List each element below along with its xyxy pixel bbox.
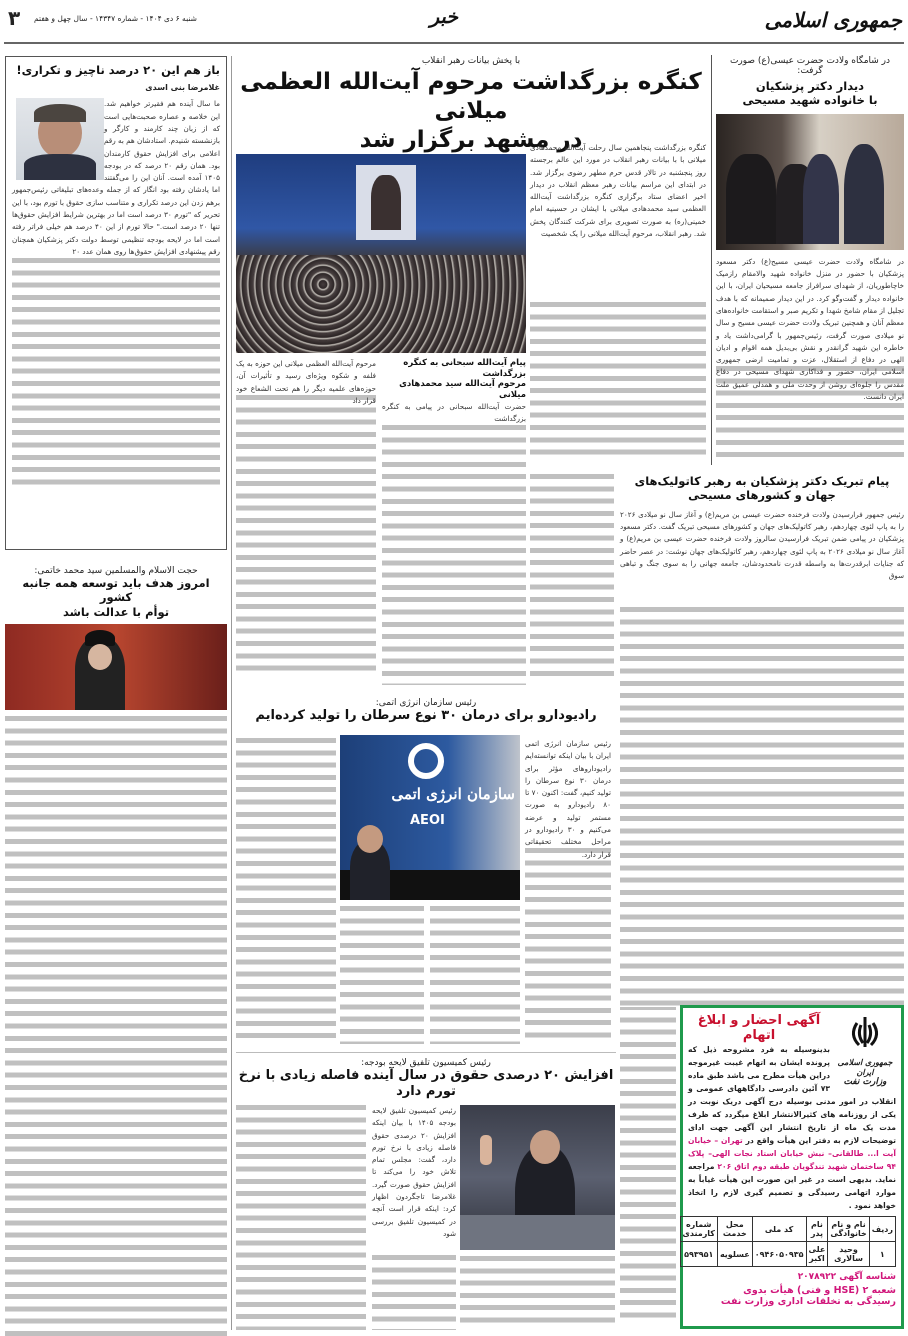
table-cell: ۱ bbox=[869, 1242, 895, 1267]
main-story-kicker: با پخش بیانات رهبر انقلاب bbox=[421, 56, 521, 66]
ministry-logo bbox=[834, 1013, 896, 1087]
ad-title: آگهی احضار و ابلاغ اتهام bbox=[697, 1013, 821, 1043]
text-filler bbox=[460, 1256, 615, 1330]
title-line: در مشهد برگزار شد bbox=[359, 126, 583, 153]
sobhani-story-col2 bbox=[236, 358, 376, 677]
text-filler bbox=[525, 848, 611, 1044]
opinion-body: ما سال آینده هم فقیرتر خواهیم شد. این خلاصه و عصاره صحبت‌هایی است که از زبان چند کارمند و کارگر و بازنشسته شنیدم. استادشان هم به رقم اعلامی برای افزایش حقوق کارمندان بود. همان رقم ۲۰ درصد که در بودجه ۱۴۰۵ آمده است. آنان این را می‌گفتند اما یادشان رفته بود انگار که از جمله وعده‌های تبلیغاتی رئیس‌جمهور برهم زدن این درصد تکراری و متناسب سازی حقوق با تورم بود، با این تحریر که "تورم ۳۰ درصد است اما در بهترین شرایط افزایش حقوق‌ها تنها ۲۰ درصد است." حالا تورم از این ۴۰ درصد هم خیلی فراتر رفته است اما در لایحه بودجه تنظیمی توسط دولت دکتر پزشکیان همچنان رقم پیشنهادی افزایش حقوق‌ها روی همان عدد ۲۰ bbox=[12, 99, 220, 256]
aeoi-photo bbox=[340, 735, 520, 900]
table-cell: علی اکبر bbox=[806, 1242, 828, 1267]
radio-kicker: رئیس سازمان انرژی اتمی: bbox=[375, 698, 477, 708]
title-line: با خانواده شهید مسیحی bbox=[742, 93, 878, 108]
ad-text: بدینوسیله به فرد مشروحه ذیل که پرونده ایشان به اتهام غیبت غیرموجه دراین هیأت مطرح می باشد طبق ماده ۷۳ آئین دادرسی دادگاههای عمومی و انقلاب در امور مدنی بوسیله درج آگهی دریک نوبت در یکی از روزنامه های کثیرالانتشار ابلاغ میگردد که ظرف مدت یک ماه از تاریخ انتشار این آگهی جهت ادای توضیحات لازم به دفتر این هیأت واقع در bbox=[688, 1045, 896, 1145]
khatami-story bbox=[5, 566, 227, 1336]
table-header-cell: شماره کارمندی bbox=[680, 1217, 717, 1242]
wage-text-col bbox=[372, 1105, 456, 1330]
congrats-story bbox=[620, 474, 904, 1007]
ad-text: مراجعه نماید. بدیهی است در غیر این صورت این هیأت غیاباً به موارد اتهامی رسیدگی و تصمیم گیری لازم را اتخاذ خواهد نمود . bbox=[688, 1162, 896, 1210]
photo-sign: سازمان انرژی اتمی bbox=[391, 785, 515, 803]
right-story bbox=[716, 56, 904, 464]
opinion-box bbox=[5, 56, 227, 550]
radio-title: رادیودارو برای درمان ۳۰ نوع سرطان را تولید کرده‌ایم bbox=[236, 708, 616, 724]
congress-photo bbox=[236, 145, 526, 353]
wage-kicker: رئیس کمیسیون تلفیق لایحه بودجه: bbox=[361, 1058, 491, 1068]
khatami-kicker: حجت الاسلام والمسلمین سید محمد خاتمی: bbox=[34, 566, 198, 576]
text-filler bbox=[620, 1005, 676, 1325]
text-filler bbox=[382, 425, 526, 685]
column-divider bbox=[231, 56, 232, 1330]
table-header-cell: نام و نام خانوادگی bbox=[828, 1217, 869, 1242]
sobhani-body: حضرت آیت‌الله سبحانی در پیامی به کنگره بزرگداشت bbox=[382, 401, 526, 423]
meeting-photo bbox=[716, 114, 904, 250]
photo-sign-en: AEOI bbox=[410, 813, 445, 828]
text-filler bbox=[236, 395, 376, 677]
divider bbox=[236, 1052, 616, 1053]
title-line: دیدار دکتر پزشکیان bbox=[755, 79, 865, 93]
table-row bbox=[680, 1242, 895, 1267]
text-filler bbox=[530, 302, 706, 462]
emblem-icon bbox=[845, 1013, 885, 1053]
opinion-title: باز هم این ۲۰ درصد ناچیز و تکراری! bbox=[12, 63, 220, 77]
main-story-header bbox=[236, 56, 706, 154]
table-cell: ۵۹۳۹۵۱ bbox=[680, 1242, 717, 1267]
table-header-cell: ردیف bbox=[869, 1217, 895, 1242]
parliament-photo bbox=[460, 1105, 615, 1250]
logo-text: وزارت نفت bbox=[843, 1077, 887, 1087]
radio-body: رئیس سازمان انرژی اتمی ایران با بیان اینکه توانسته‌ایم رادیوداروهای مؤثر برای درمان ۳۰ نوع سرطان را تولید کنیم، گفت: اکنون ۷۰ تا ۸۰ رادیودارو به صورت مستمر تولید و عرضه می‌کنیم و ۳۰ رادیودارو در مراحل مختلف تحقیقاتی قرار دارد. bbox=[525, 739, 611, 859]
logo-text: جمهوری اسلامی ایران bbox=[837, 1057, 893, 1077]
text-filler bbox=[340, 906, 424, 1044]
column-divider bbox=[711, 55, 712, 465]
right-story-title bbox=[716, 79, 904, 108]
table-cell: وحید سالاری bbox=[828, 1242, 869, 1267]
text-filler bbox=[5, 716, 227, 1336]
ad-footer-2: رسیدگی به تخلفات اداری وزارت نفت bbox=[720, 1296, 896, 1307]
ad-footer-1: شعبه ۲ (HSE و فنی) هیأت بدوی bbox=[743, 1285, 896, 1296]
page-number: ۳ bbox=[8, 6, 21, 30]
khatami-title bbox=[5, 576, 227, 619]
title-line: پیام آیت‌الله سبحانی به کنگره بزرگداشت bbox=[403, 358, 526, 379]
wage-story-header bbox=[236, 1058, 616, 1101]
sobhani-body-2: مرحوم آیت‌الله العظمی میلانی این حوزه به یک فلفه و شکوه ویژه‌ای رسید و تأثیرات آن، حوزه‌های علمیه دیگر را هم تحت الشعاع خود قرار داد bbox=[236, 359, 376, 405]
congrats-title bbox=[620, 474, 904, 503]
title-line: امروز هدف باید توسعه همه جانبه کشور bbox=[22, 576, 210, 605]
text-filler bbox=[530, 474, 614, 678]
section-title: خبر bbox=[430, 6, 458, 28]
khatami-photo bbox=[5, 624, 227, 710]
table-header-cell: نام پدر bbox=[806, 1217, 828, 1242]
main-story-text-column bbox=[530, 142, 706, 462]
wage-body: رئیس کمیسیون تلفیق لایحه بودجه ۱۴۰۵ با بیان اینکه افزایش ۲۰ درصدی حقوق فاصله زیادی با نرخ تورم دارد، گفت: مجلس تمام تلاش خود را می‌کند تا افزایش حقوق صورت گیرد. غلامرضا تاجگردون اظهار کرد: اینکه قرار است آنچه در کمیسیون تلفیق بررسی شود bbox=[372, 1106, 456, 1238]
table-header-cell: کد ملی bbox=[752, 1217, 806, 1242]
ad-id: شناسه آگهی ۲۰۷۸۹۲۲ bbox=[797, 1272, 896, 1282]
text-filler bbox=[236, 738, 336, 1044]
congrats-body: رئیس جمهور فرارسیدن ولادت فرخنده حضرت عیسی بن مریم(ع) و آغاز سال نو میلادی ۲۰۲۶ را به پاپ لئوی چهاردهم، رهبر کاتولیک‌های جهان و کشورهای مسیحی تبریک گفت. دکتر مسعود پزشکیان در پیامی ضمن تبریک فرارسیدن سالروز ولادت فرخنده حضرت عیسی بن مریم(ع) و آغاز سال نو میلادی ۲۰۲۶ به پاپ لئوی چهاردهم، رهبر کاتولیک‌های جهان نوشت: در عصر حاضر که جنایات ابرقدرت‌ها به واسطه قدرت نامحدودشان، جامعه جهانی را به سوی جنگ و تباهی سوق bbox=[620, 509, 905, 581]
radio-text-column bbox=[525, 738, 611, 1044]
header-rule bbox=[4, 42, 904, 44]
title-line: کنگره بزرگداشت مرحوم آیت‌الله العظمی میلانی bbox=[240, 69, 702, 124]
text-filler bbox=[372, 1255, 456, 1330]
opinion-author: غلامرضا بنی اسدی bbox=[145, 83, 220, 93]
table-cell: ۰۹۴۶۰۵۰۹۳۵ bbox=[752, 1242, 806, 1267]
table-header-row bbox=[680, 1217, 895, 1242]
table-cell: عسلویه bbox=[717, 1242, 752, 1267]
text-filler bbox=[430, 906, 520, 1044]
wage-text bbox=[460, 1256, 615, 1330]
right-story-kicker: در شامگاه ولادت حضرت عیسی(ع) صورت گرفت: bbox=[729, 56, 891, 76]
ad-address: تهران – خیابان آیت ا... طالقانی– نبش خیابان استاد نجات الهی– پلاک ۹۴ ساختمان شهید تندگویان طبقه دوم اتاق ۲۰۶ bbox=[688, 1136, 896, 1171]
title-line: مرحوم آیت‌الله سید محمدهادی میلانی bbox=[399, 379, 526, 400]
text-filler bbox=[12, 258, 220, 488]
sobhani-title bbox=[382, 358, 526, 401]
radio-story-header bbox=[236, 698, 616, 724]
title-line: پیام تبریک دکتر پزشکیان به رهبر کاتولیک‌های bbox=[634, 474, 890, 488]
title-line: توأم با عدالت باشد bbox=[62, 604, 170, 619]
title-line: جهان و کشورهای مسیحی bbox=[688, 488, 836, 503]
text-filler bbox=[236, 1105, 366, 1330]
sobhani-story bbox=[382, 358, 526, 685]
main-story-body: کنگره بزرگداشت پنجاهمین سال رحلت آیت‌الله محمدهادی میلانی با با بیانات رهبر انقلاب در مورد این عالم برجسته روز پنجشنبه در تالار قدس حرم مطهر رضوی برگزار شد. در ابتدای این مراسم بیانات رهبر معظم انقلاب در دیدار اخیر اعضای ستاد برگزاری کنگره بزرگداشت آیت‌الله العظمی سید محمدهادی میلانی با ایشان در حسینیه امام خمینی(ره) به صورت تصویری برای شرکت کنندگان پخش شد. رهبر انقلاب، مرحوم آیت‌الله میلانی را یک شخصیت bbox=[530, 143, 706, 239]
right-story-body: در شامگاه ولادت حضرت عیسی مسیح(ع) دکتر مسعود پزشکیان با حضور در منزل خانواده شهید والامقام رازمیک خاچاطوریان، از شهدای سرافراز جامعه مسیحیان ایران، با این خانواده دیدار و گفت‌وگو کرد. در این دیدار صمیمانه که با هدف تجلیل از مقام شامخ شهدا و تکریم صبر و استقامت خانواده‌های معظم آنان و همچنین تبریک ولادت حضرت عیسی مسیح و سال نو میلادی صورت گرفت، رئیس‌جمهور با گرامی‌داشت یاد و خاطره این شهید گرانقدر و نقش بی‌بدیل همه اقوام و ادیان الهی در دفاع از استقلال، عزت و تمامیت ارضی جمهوری اسلامی ایران، حضور و فداکاری شهدای مسیحی در دفاع مقدس را جلوه‌ای روشن از وحدت ملی و همدلی عمیق ملت ایران دانست. bbox=[716, 256, 904, 402]
accused-table bbox=[680, 1216, 896, 1267]
table-header-cell: محل خدمت bbox=[717, 1217, 752, 1242]
text-filler bbox=[620, 607, 904, 1007]
dateline: شنبه ۶ دی ۱۴۰۴ - شماره ۱۴۳۴۷ - سال چهل و هفتم bbox=[34, 14, 197, 23]
masthead-logo: جمهوری اسلامی bbox=[764, 8, 902, 32]
wage-title: افزایش ۲۰ درصدی حقوق در سال آینده فاصله زیادی با نرخ تورم دارد bbox=[236, 1068, 616, 1101]
summons-ad bbox=[680, 1005, 904, 1329]
